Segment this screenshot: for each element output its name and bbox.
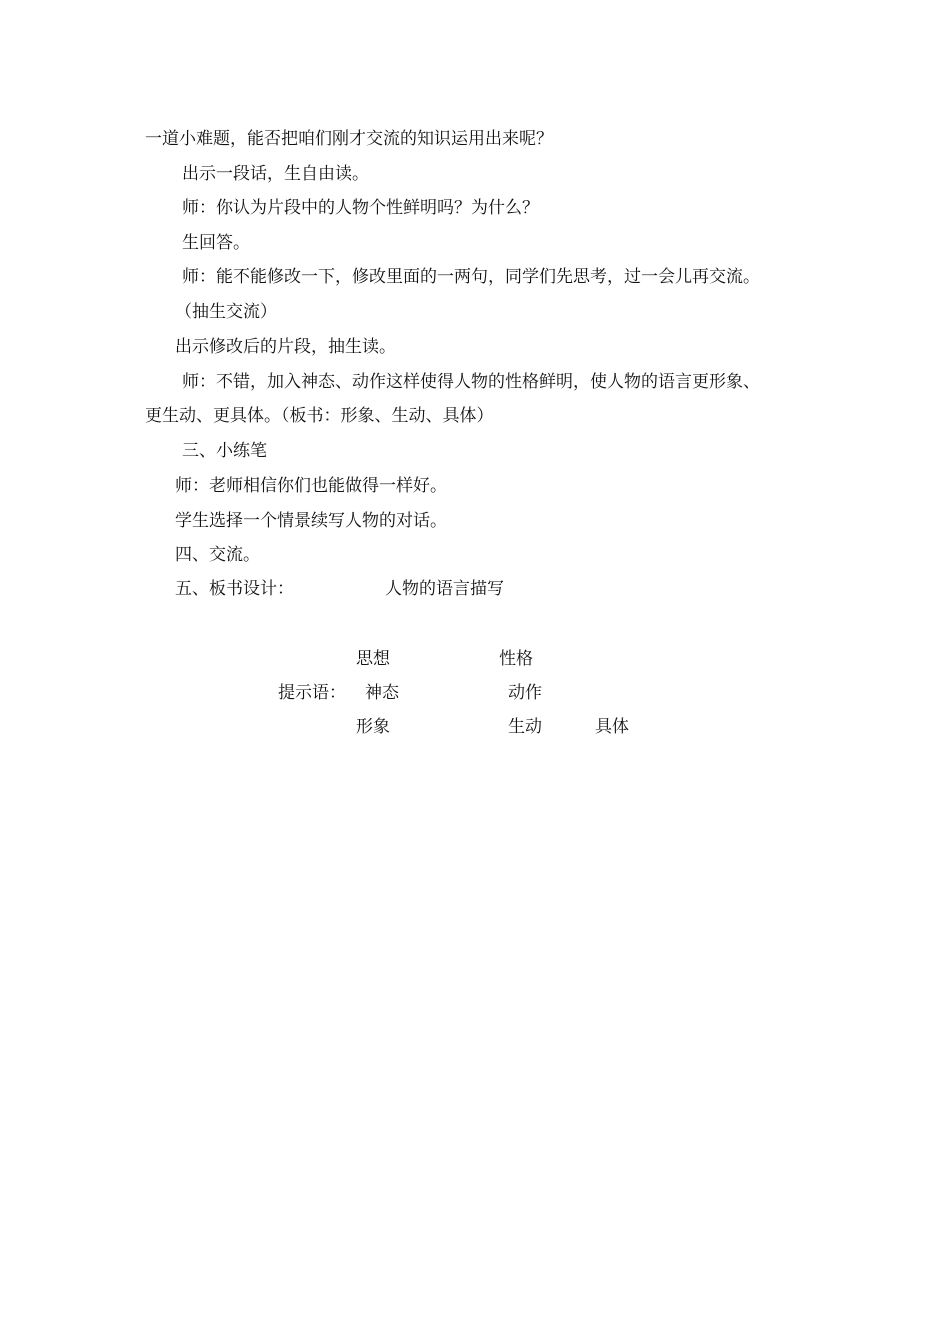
paragraph-11: 师：老师相信你们也能做得一样好。: [175, 476, 447, 496]
board-label-tishiyu: 提示语：: [278, 683, 346, 703]
paragraph-4: 生回答。: [182, 233, 250, 253]
paragraph-5: 师：能不能修改一下，修改里面的一两句，同学们先思考，过一会儿再交流。: [182, 267, 760, 287]
board-item-sixiang: 思想: [356, 649, 390, 669]
paragraph-2: 出示一段话，生自由读。: [182, 164, 369, 184]
section-heading-3: 三、小练笔: [182, 441, 267, 461]
paragraph-9: 更生动、更具体。（板书：形象、生动、具体）: [145, 406, 494, 426]
paragraph-6: （抽生交流）: [175, 302, 277, 322]
board-item-xingxiang: 形象: [356, 717, 390, 737]
paragraph-12: 学生选择一个情景续写人物的对话。: [175, 511, 447, 531]
paragraph-1: 一道小难题，能否把咱们刚才交流的知识运用出来呢？: [145, 129, 553, 149]
paragraph-7: 出示修改后的片段，抽生读。: [175, 337, 396, 357]
paragraph-8: 师：不错，加入神态、动作这样使得人物的性格鲜明，使人物的语言更形象、: [182, 372, 760, 392]
section-heading-4: 四、交流。: [175, 545, 260, 565]
board-item-dongzuo: 动作: [508, 683, 542, 703]
section-heading-5: 五、板书设计：: [175, 579, 294, 599]
board-item-shengdong: 生动: [508, 717, 542, 737]
board-item-juti: 具体: [595, 717, 629, 737]
board-item-xingge: 性格: [499, 649, 533, 669]
board-item-shentai: 神态: [365, 683, 399, 703]
board-title: 人物的语言描写: [385, 579, 504, 599]
paragraph-3: 师：你认为片段中的人物个性鲜明吗？为什么？: [182, 198, 539, 218]
